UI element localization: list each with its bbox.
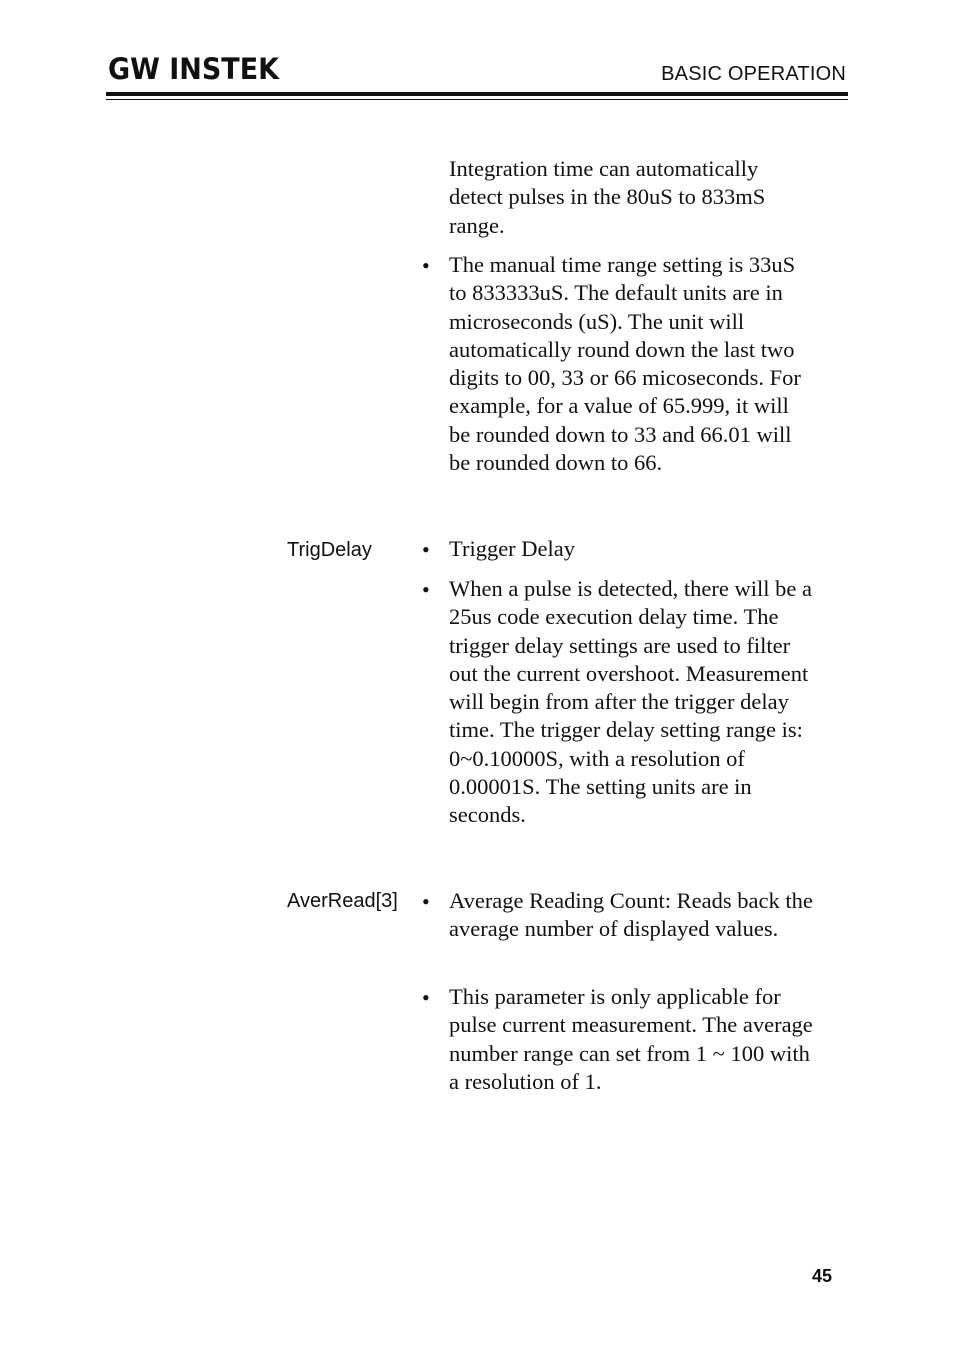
intro-paragraph: Integration time can automatically detect pulses in the 80uS to 833mS range. bbox=[449, 156, 766, 238]
averread-bullet-1: Average Reading Count: Reads back the average number of displayed values. bbox=[449, 888, 813, 942]
bullet-marker: • bbox=[422, 537, 430, 562]
bullet-marker: • bbox=[422, 889, 430, 914]
bullet-marker: • bbox=[422, 253, 430, 278]
trigdelay-bullet-1: Trigger Delay bbox=[449, 536, 576, 561]
bullet-marker: • bbox=[422, 577, 430, 602]
section-title: BASIC OPERATION bbox=[661, 63, 846, 85]
averread-bullet-2: This parameter is only applicable for pulse current measurement. The average number range can set from 1 ~ 100 with a resolution of 1. bbox=[449, 984, 813, 1094]
page-number: 45 bbox=[812, 1266, 833, 1286]
manual-range-paragraph: The manual time range setting is 33uS to 833333uS. The default units are in microseconds (uS). The unit will automatically round down the last two digits to 00, 33 or 66 micoseconds. For example, for a value of 65.999, it will be rounded down to 33 and 66.01 will be rounded down to 66. bbox=[449, 252, 801, 476]
header-rule-thick bbox=[106, 92, 848, 96]
brand-logo: GW INSTEK bbox=[108, 52, 280, 86]
bullet-marker: • bbox=[422, 985, 430, 1010]
header-rule-thin bbox=[106, 99, 848, 100]
trigdelay-bullet-2: When a pulse is detected, there will be a 25us code execution delay time. The trigger delay settings are used to filter out the current overshoot. Measurement will begin from after the trigger delay time. The trigger delay setting range is: 0~0.10000S, with a resolution of 0.00001S. The setting units are in seconds. bbox=[449, 576, 812, 828]
param-label-averread: AverRead[3] bbox=[287, 890, 398, 912]
param-label-trigdelay: TrigDelay bbox=[287, 539, 372, 561]
